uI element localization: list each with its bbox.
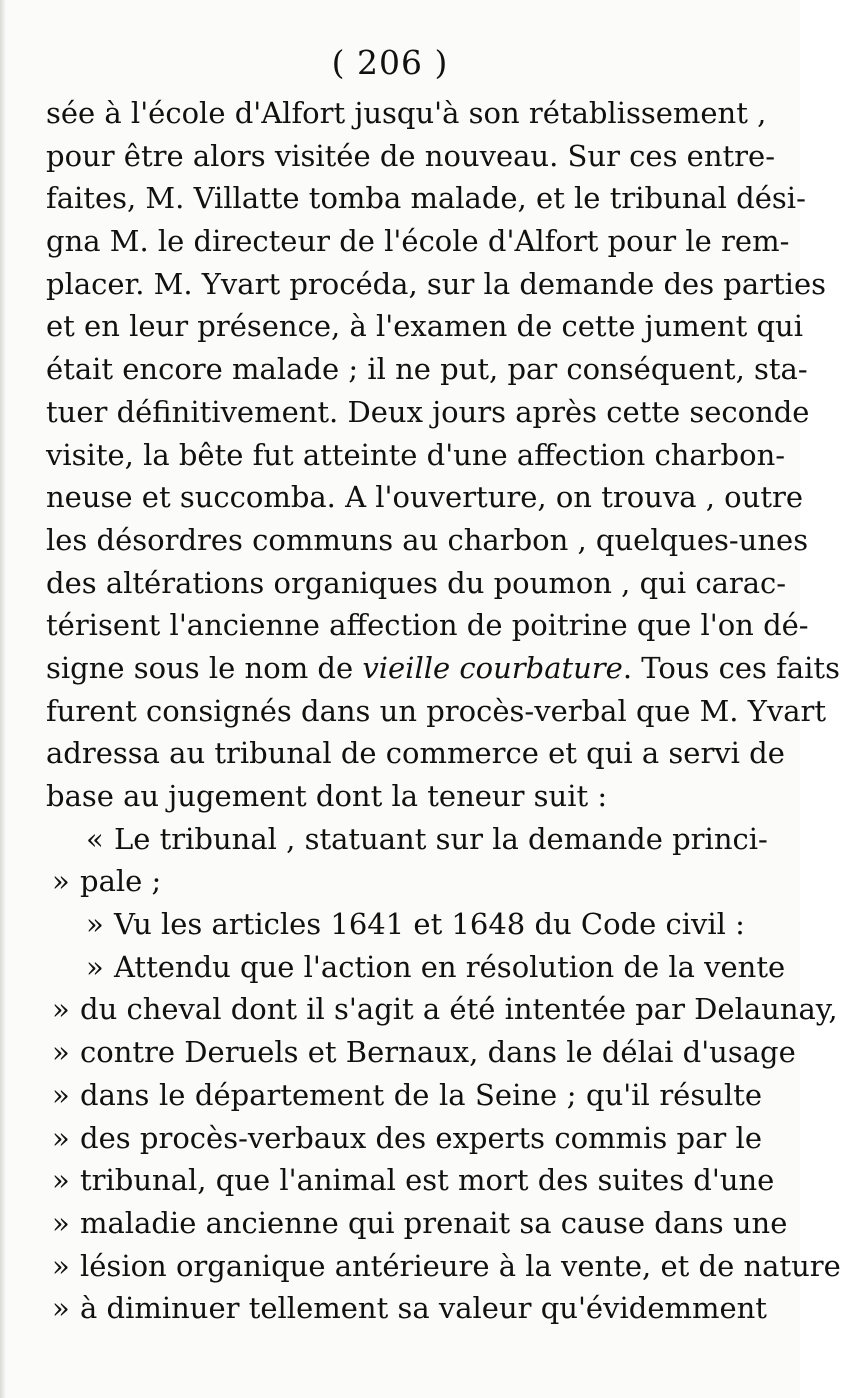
quoted-text: pale ; xyxy=(80,864,162,899)
text-line: visite, la bête fut atteinte d'une affection charbon- xyxy=(46,437,786,472)
text-segment: signe sous le nom de xyxy=(46,650,363,685)
text-line: était encore malade ; il ne put, par conséquent, sta- xyxy=(46,352,808,387)
text-line: faites, M. Villatte tomba malade, et le tribunal dési- xyxy=(46,181,806,216)
text-line: tuer définitivement. Deux jours après cette seconde xyxy=(46,394,810,429)
quoted-line xyxy=(46,1117,762,1160)
quoted-text: Attendu que l'action en résolution de la vente xyxy=(114,949,786,984)
quoted-text: des procès-verbaux des experts commis par le xyxy=(80,1120,762,1155)
quoted-line xyxy=(46,1031,796,1074)
quoted-text: Vu les articles 1641 et 1648 du Code civil : xyxy=(114,907,745,942)
quoted-line xyxy=(46,1245,841,1288)
quote-mark: » xyxy=(86,949,104,984)
text-line: sée à l'école d'Alfort jusqu'à son rétablissement , xyxy=(46,96,767,130)
quoted-text: à diminuer tellement sa valeur qu'évidemment xyxy=(80,1291,767,1326)
text-line: adressa au tribunal de commerce et qui a servi de xyxy=(46,736,785,771)
quoted-line xyxy=(46,1074,762,1117)
quote-mark: » xyxy=(52,1248,70,1283)
quote-mark: » xyxy=(52,1163,70,1198)
quote-mark: « xyxy=(86,821,104,856)
quoted-text: dans le département de la Seine ; qu'il résulte xyxy=(80,1077,762,1112)
quoted-line xyxy=(46,988,838,1031)
text-line: furent consignés dans un procès-verbal que M. Yvart xyxy=(46,693,827,728)
quoted-line xyxy=(46,1202,788,1245)
quote-mark: » xyxy=(52,992,70,1027)
quoted-text: tribunal, que l'animal est mort des suites d'une xyxy=(80,1163,775,1198)
scan-edge-shadow xyxy=(0,0,6,1398)
quoted-line xyxy=(46,860,762,903)
quote-mark: » xyxy=(52,1291,70,1326)
quote-mark: » xyxy=(52,1205,70,1240)
text-line: et en leur présence, à l'examen de cette jument qui xyxy=(46,309,803,344)
quoted-text: contre Deruels et Bernaux, dans le délai d'usage xyxy=(80,1035,796,1070)
text-line-with-italic xyxy=(46,647,840,690)
text-line: base au jugement dont la teneur suit : xyxy=(46,779,608,813)
text-line: térisent l'ancienne affection de poitrine que l'on dé- xyxy=(46,608,809,643)
quote-mark: » xyxy=(52,864,70,899)
quote-mark: » xyxy=(52,1120,70,1155)
quoted-text: Le tribunal , statuant sur la demande princi- xyxy=(114,821,768,856)
quoted-text: du cheval dont il s'agit a été intentée par Delaunay, xyxy=(80,992,838,1027)
quoted-line xyxy=(46,1159,775,1202)
body-text xyxy=(46,92,841,1330)
page-number: ( 206 ) xyxy=(331,43,449,82)
quote-mark: » xyxy=(86,907,104,942)
quote-mark: » xyxy=(52,1077,70,1112)
quoted-line xyxy=(46,818,768,861)
italic-term: vieille courbature xyxy=(362,650,623,685)
text-line: placer. M. Yvart procéda, sur la demande des parties xyxy=(46,266,826,301)
text-line: pour être alors visitée de nouveau. Sur ces entre- xyxy=(46,138,775,173)
text-segment: . Tous ces faits xyxy=(622,650,840,685)
quoted-line xyxy=(46,946,786,989)
quoted-text: lésion organique antérieure à la vente, et de nature xyxy=(80,1248,841,1283)
quoted-text: maladie ancienne qui prenait sa cause dans une xyxy=(80,1205,788,1240)
quote-mark: » xyxy=(52,1035,70,1070)
text-line: des altérations organiques du poumon , qui carac- xyxy=(46,565,787,600)
quoted-line xyxy=(46,1287,767,1330)
text-line: gna M. le directeur de l'école d'Alfort pour le rem- xyxy=(46,224,790,259)
quoted-line xyxy=(46,903,762,946)
text-line: neuse et succomba. A l'ouverture, on trouva , outre xyxy=(46,480,804,515)
text-line: les désordres communs au charbon , quelques-unes xyxy=(46,522,809,557)
